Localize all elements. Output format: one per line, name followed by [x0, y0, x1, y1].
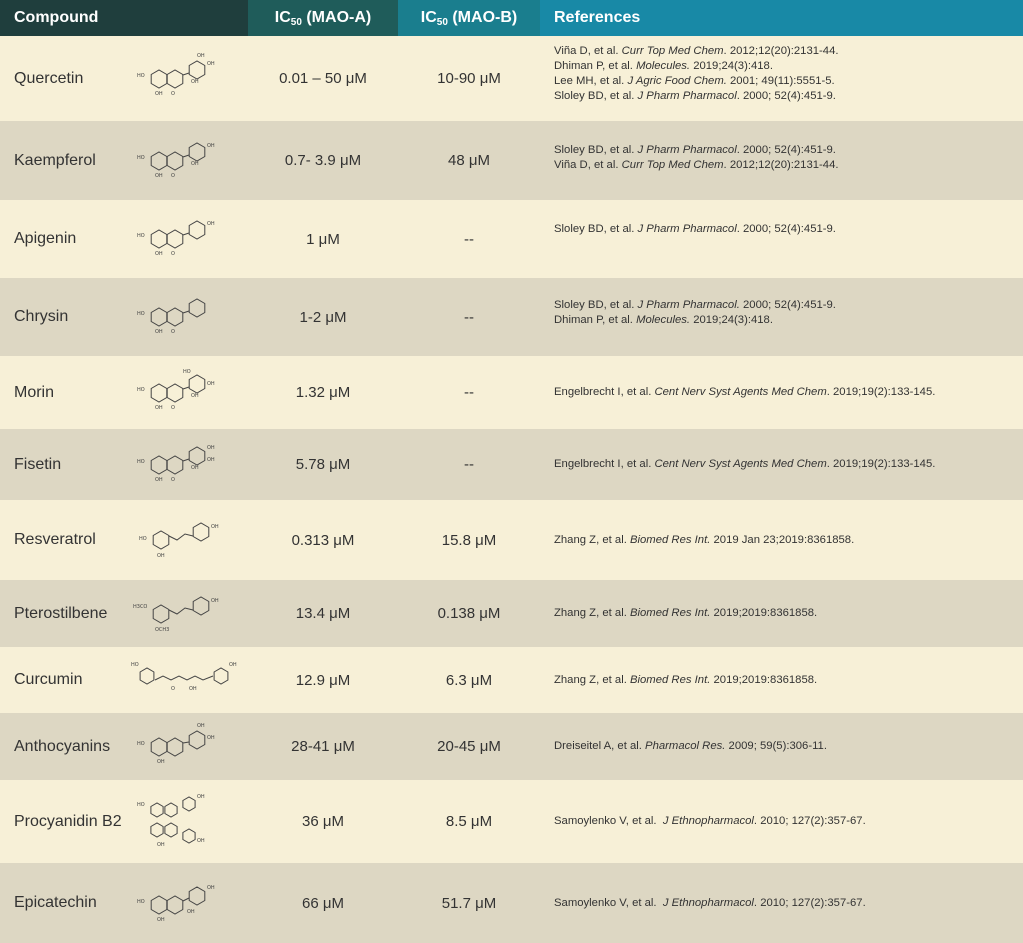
compound-name: Apigenin — [14, 230, 77, 247]
svg-text:OH: OH — [207, 221, 215, 227]
svg-text:HO: HO — [137, 311, 145, 317]
compound-name: Epicatechin — [14, 894, 97, 911]
apigenin-structure — [128, 200, 240, 278]
ic50-mao-b-value: 48 μM — [448, 152, 490, 169]
morin-structure — [128, 356, 240, 429]
svg-text:HO: HO — [131, 662, 139, 668]
table-row — [0, 278, 1023, 356]
references-cell — [554, 500, 1019, 580]
compound-name: Anthocyanins — [14, 737, 111, 755]
header-references: References — [540, 0, 1023, 36]
reference-citation: Viña D, et al. Curr Top Med Chem. 2012;12(20):2131-44. — [554, 45, 839, 57]
svg-text:OH: OH — [155, 476, 163, 483]
table-row — [0, 356, 1023, 429]
svg-text:OH: OH — [207, 885, 215, 891]
svg-text:OH: OH — [191, 160, 199, 167]
ic50-mao-a-value: 28-41 μM — [291, 738, 355, 755]
svg-text:OH: OH — [211, 524, 219, 530]
references-cell — [554, 863, 1019, 943]
reference-citation: Sloley BD, et al. J Pharm Pharmacol. 2000; 52(4):451-9. — [554, 223, 836, 235]
svg-text:OH: OH — [191, 78, 199, 85]
procyanidin-structure — [128, 780, 240, 863]
svg-text:OH: OH — [229, 662, 237, 668]
reference-citation: Sloley BD, et al. J Pharm Pharmacol. 2000; 52(4):451-9. — [554, 144, 836, 156]
ic50-mao-a-value: 0.313 μM — [291, 531, 355, 549]
header-ic50-mao-b: IC 50 (MAO-B) — [398, 0, 540, 36]
ic50-mao-a-value: 12.9 μM — [295, 671, 351, 689]
svg-text:OH: OH — [191, 392, 199, 399]
ic50-mao-b-value: -- — [464, 384, 474, 401]
reference-citation: Engelbrecht I, et al. Cent Nerv Syst Agents Med Chem. 2019;19(2):133-145. — [554, 458, 936, 470]
svg-text:OH: OH — [155, 251, 163, 257]
references-cell — [554, 713, 1019, 780]
svg-text:OH: OH — [189, 686, 197, 692]
reference-citation: Dreiseitel A, et al. Pharmacol Res. 2009; 59(5):306-11. — [554, 740, 827, 752]
reference-citation: Samoylenko V, et al. J Ethnopharmacol. 2010; 127(2):357-67. — [554, 896, 866, 909]
ic50-mao-a-value: 1 μM — [306, 230, 340, 248]
table-row — [0, 580, 1023, 647]
curcumin-structure — [128, 647, 240, 713]
svg-text:HO: HO — [137, 386, 145, 393]
ic50-mao-a-value: 0.01 – 50 μM — [279, 70, 367, 87]
reference-citation: Dhiman P, et al. Molecules. 2019;24(3):418. — [554, 314, 773, 326]
svg-text:OH: OH — [155, 172, 163, 179]
svg-text:OH: OH — [197, 52, 205, 59]
svg-text:OH: OH — [157, 917, 165, 923]
ic50-mao-a-value: 36 μM — [302, 813, 344, 830]
ic50-mao-b-value: 15.8 μM — [441, 531, 497, 549]
ic50-mao-b-value: -- — [464, 230, 474, 248]
quercetin-structure — [128, 36, 240, 121]
svg-text:OH: OH — [157, 841, 165, 848]
svg-text:HO: HO — [137, 801, 145, 808]
reference-citation: Dhiman P, et al. Molecules. 2019;24(3):418. — [554, 60, 773, 72]
svg-text:OH: OH — [155, 90, 163, 97]
svg-text:OH: OH — [207, 142, 215, 149]
ic50-mao-a-value: 13.4 μM — [295, 605, 351, 622]
references-cell — [554, 356, 1019, 429]
ic50-mao-b-value: -- — [464, 456, 474, 473]
svg-text:O: O — [171, 90, 175, 97]
compound-name: Curcumin — [14, 671, 83, 688]
ic50-mao-a-value: 1-2 μM — [299, 308, 347, 326]
svg-text:O: O — [171, 172, 175, 179]
reference-citation: Sloley BD, et al. J Pharm Pharmacol. 2000; 52(4):451-9. — [554, 299, 836, 311]
ic50-mao-a-value: 1.32 μM — [295, 384, 351, 401]
svg-text:OH: OH — [191, 464, 199, 471]
ic50-mao-b-value: 6.3 μM — [445, 671, 493, 689]
ic50-mao-a-value: 66 μM — [302, 894, 344, 912]
table-row — [0, 863, 1023, 943]
reference-citation: Engelbrecht I, et al. Cent Nerv Syst Agents Med Chem. 2019;19(2):133-145. — [554, 386, 936, 398]
svg-text:OH: OH — [207, 734, 215, 741]
reference-citation: Lee MH, et al. J Agric Food Chem. 2001; 49(11):5551-5. — [554, 75, 835, 87]
ic50-mao-b-value: 20-45 μM — [437, 738, 501, 755]
svg-text:OH: OH — [207, 380, 215, 387]
table-row — [0, 780, 1023, 863]
svg-text:HO: HO — [183, 368, 191, 375]
svg-text:OH: OH — [155, 329, 163, 335]
ic50-mao-a-value: 0.7- 3.9 μM — [284, 152, 362, 169]
references-cell — [554, 580, 1019, 647]
compound-name: Kaempferol — [14, 151, 96, 169]
compound-name: Procyanidin B2 — [14, 812, 122, 830]
table-row — [0, 36, 1023, 121]
compound-name: Chrysin — [14, 308, 69, 325]
reference-citation: Zhang Z, et al. Biomed Res Int. 2019 Jan 23;2019:8361858. — [554, 533, 855, 546]
svg-text:OH: OH — [207, 60, 215, 67]
references-cell — [554, 36, 1019, 121]
svg-text:O: O — [171, 404, 175, 411]
epicatechin-structure — [128, 863, 240, 943]
header-ic50-mao-a: IC 50 (MAO-A) — [248, 0, 398, 36]
svg-text:HO: HO — [137, 740, 145, 747]
ic50-mao-b-value: 0.138 μM — [437, 605, 501, 622]
svg-text:OH: OH — [207, 444, 215, 451]
svg-text:OH: OH — [187, 909, 195, 915]
references-cell — [554, 780, 1019, 863]
reference-citation: Zhang Z, et al. Biomed Res Int. 2019;2019:8361858. — [554, 673, 818, 686]
reference-citation: Samoylenko V, et al. J Ethnopharmacol. 2010; 127(2):357-67. — [554, 815, 866, 827]
references-cell — [554, 278, 1019, 356]
references-cell — [554, 200, 1019, 278]
table-row — [0, 429, 1023, 500]
svg-text:O: O — [171, 251, 175, 257]
svg-text:O: O — [171, 476, 175, 483]
svg-text:OH: OH — [155, 404, 163, 411]
svg-text:O: O — [171, 686, 175, 692]
reference-citation: Sloley BD, et al. J Pharm Pharmacol. 2000; 52(4):451-9. — [554, 90, 836, 102]
table-row — [0, 500, 1023, 580]
references-cell — [554, 121, 1019, 200]
compound-name: Resveratrol — [14, 531, 96, 548]
reference-citation: Viña D, et al. Curr Top Med Chem. 2012;12(20):2131-44. — [554, 159, 839, 171]
header-compound: Compound — [0, 0, 248, 36]
ic50-mao-b-value: 8.5 μM — [445, 813, 493, 830]
ic50-mao-b-value: 10-90 μM — [437, 70, 501, 87]
anthocyanin-structure — [128, 713, 240, 780]
svg-text:OH: OH — [157, 553, 165, 559]
compound-name: Fisetin — [14, 455, 62, 473]
references-cell — [554, 647, 1019, 713]
svg-text:HO: HO — [137, 458, 145, 465]
compound-name: Quercetin — [14, 69, 84, 87]
svg-text:OH: OH — [197, 793, 205, 800]
svg-text:OH: OH — [207, 456, 215, 463]
svg-text:HO: HO — [137, 233, 145, 239]
ic50-mao-b-value: 51.7 μM — [441, 894, 497, 912]
table-row — [0, 713, 1023, 780]
fisetin-structure — [128, 429, 240, 500]
svg-text:OH: OH — [211, 597, 219, 604]
svg-text:H3CO: H3CO — [133, 603, 148, 610]
svg-text:OH: OH — [197, 722, 205, 729]
table-row — [0, 121, 1023, 200]
svg-text:OH: OH — [197, 837, 205, 844]
svg-text:OH: OH — [157, 758, 165, 765]
resveratrol-structure — [128, 500, 240, 580]
table-row — [0, 647, 1023, 713]
references-cell — [554, 429, 1019, 500]
reference-citation: Zhang Z, et al. Biomed Res Int. 2019;2019:8361858. — [554, 607, 818, 619]
svg-text:O: O — [171, 329, 175, 335]
svg-text:HO: HO — [137, 154, 145, 161]
compound-name: Pterostilbene — [14, 604, 108, 622]
kaempferol-structure — [128, 121, 240, 200]
table-row — [0, 200, 1023, 278]
ic50-mao-a-value: 5.78 μM — [295, 456, 351, 473]
pterostilbene-structure — [128, 580, 240, 647]
svg-text:HO: HO — [139, 536, 147, 542]
svg-text:HO: HO — [137, 72, 145, 79]
chrysin-structure — [128, 278, 240, 356]
svg-text:HO: HO — [137, 899, 145, 905]
svg-text:OCH3: OCH3 — [155, 626, 170, 633]
ic50-mao-b-value: -- — [464, 308, 474, 326]
compound-name: Morin — [14, 383, 55, 401]
